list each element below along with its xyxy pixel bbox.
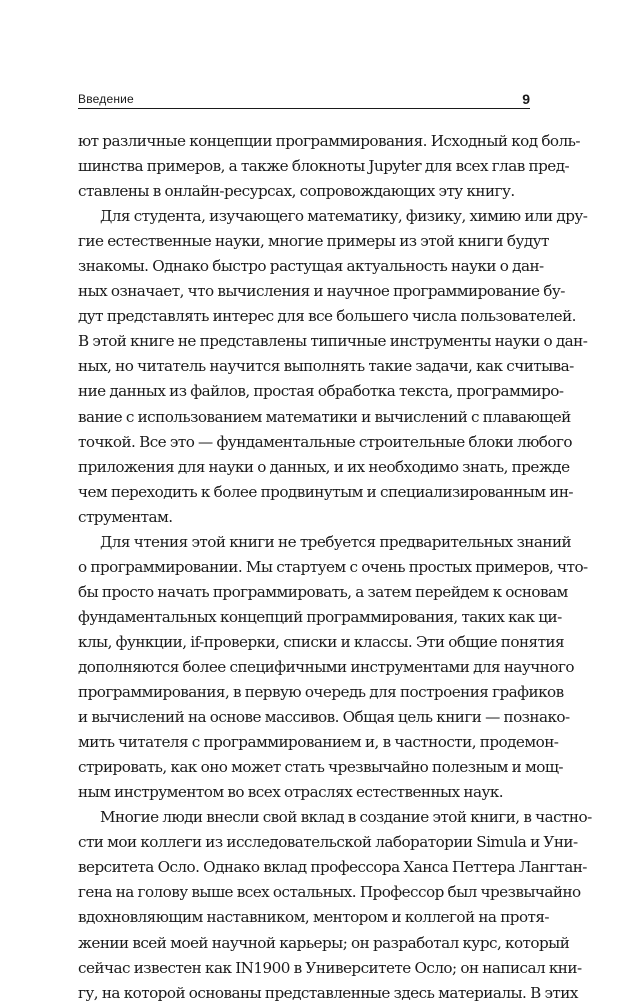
text-line: ных, но читатель научится выполнять такие задачи, как считыва- <box>78 357 574 376</box>
text-line: гу, на которой основаны представленные здесь материалы. В этих <box>78 983 578 1002</box>
text-line: ставлены в онлайн-ресурсах, сопровождающих эту книгу. <box>78 182 515 201</box>
text-line: вдохновляющим наставником, ментором и коллегой на протя- <box>78 908 550 927</box>
text-line: ных означает, что вычисления и научное программирование бу- <box>78 282 565 301</box>
text-line: клы, функции, if-проверки, списки и классы. Эти общие понятия <box>78 632 565 651</box>
text-line: ют различные концепции программирования. Исходный код боль- <box>78 132 580 150</box>
text-line: ным инструментом во всех отраслях естественных наук. <box>78 783 504 802</box>
text-line: чем переходить к более продвинутым и специализированным ин- <box>78 482 573 501</box>
page-number: 9 <box>522 91 530 107</box>
text-line: дополняются более специфичными инструментами для научного <box>78 657 574 676</box>
text-line: струментам. <box>78 507 173 526</box>
text-line: жении всей моей научной карьеры; он разработал курс, который <box>78 933 570 952</box>
text-line: стрировать, как оно может стать чрезвычайно полезным и мощ- <box>78 758 563 777</box>
text-line: Для чтения этой книги не требуется предварительных знаний <box>100 532 572 551</box>
text-line: приложения для науки о данных, и их необходимо знать, прежде <box>78 457 570 476</box>
text-line: дут представлять интерес для все большего числа пользователей. <box>78 307 576 326</box>
text-line: гие естественные науки, многие примеры из этой книги будут <box>78 232 549 251</box>
text-line: вание с использованием математики и вычислений с плавающей <box>78 407 571 426</box>
text-line: о программировании. Мы стартуем с очень простых примеров, что- <box>78 557 588 576</box>
text-line: гена на голову выше всех остальных. Профессор был чрезвычайно <box>78 883 581 902</box>
text-line: точкой. Все это — фундаментальные строительные блоки любого <box>78 432 572 451</box>
text-line: сейчас известен как IN1900 в Университете Осло; он написал кни- <box>78 958 582 977</box>
text-line: программирования, в первую очередь для построения графиков <box>78 683 564 702</box>
text-line: знакомы. Однако быстро растущая актуальность науки о дан- <box>78 257 544 276</box>
text-line: шинства примеров, а также блокноты Jupyter для всех глав пред- <box>78 157 570 176</box>
text-line: Для студента, изучающего математику, физику, химию или дру- <box>100 207 588 226</box>
text-line: мить читателя с программированием и, в частности, продемон- <box>78 733 559 752</box>
chapter-title: Введение <box>78 92 134 106</box>
text-line: и вычислений на основе массивов. Общая цель книги — познако- <box>78 708 570 727</box>
running-header <box>78 90 530 109</box>
text-line: ние данных из файлов, простая обработка текста, программиро- <box>78 382 564 401</box>
text-line: сти мои коллеги из исследовательской лаборатории Simula и Уни- <box>78 833 578 852</box>
body-text <box>78 129 592 1006</box>
text-line: бы просто начать программировать, а затем перейдем к основам <box>78 582 568 601</box>
text-line: В этой книге не представлены типичные инструменты науки о дан- <box>78 332 588 351</box>
text-line: Многие люди внесли свой вклад в создание этой книги, в частно- <box>100 808 592 827</box>
text-line: фундаментальных концепций программирования, таких как ци- <box>78 607 562 626</box>
text-line: верситета Осло. Однако вклад профессора Ханса Петтера Лангтан- <box>78 858 587 877</box>
